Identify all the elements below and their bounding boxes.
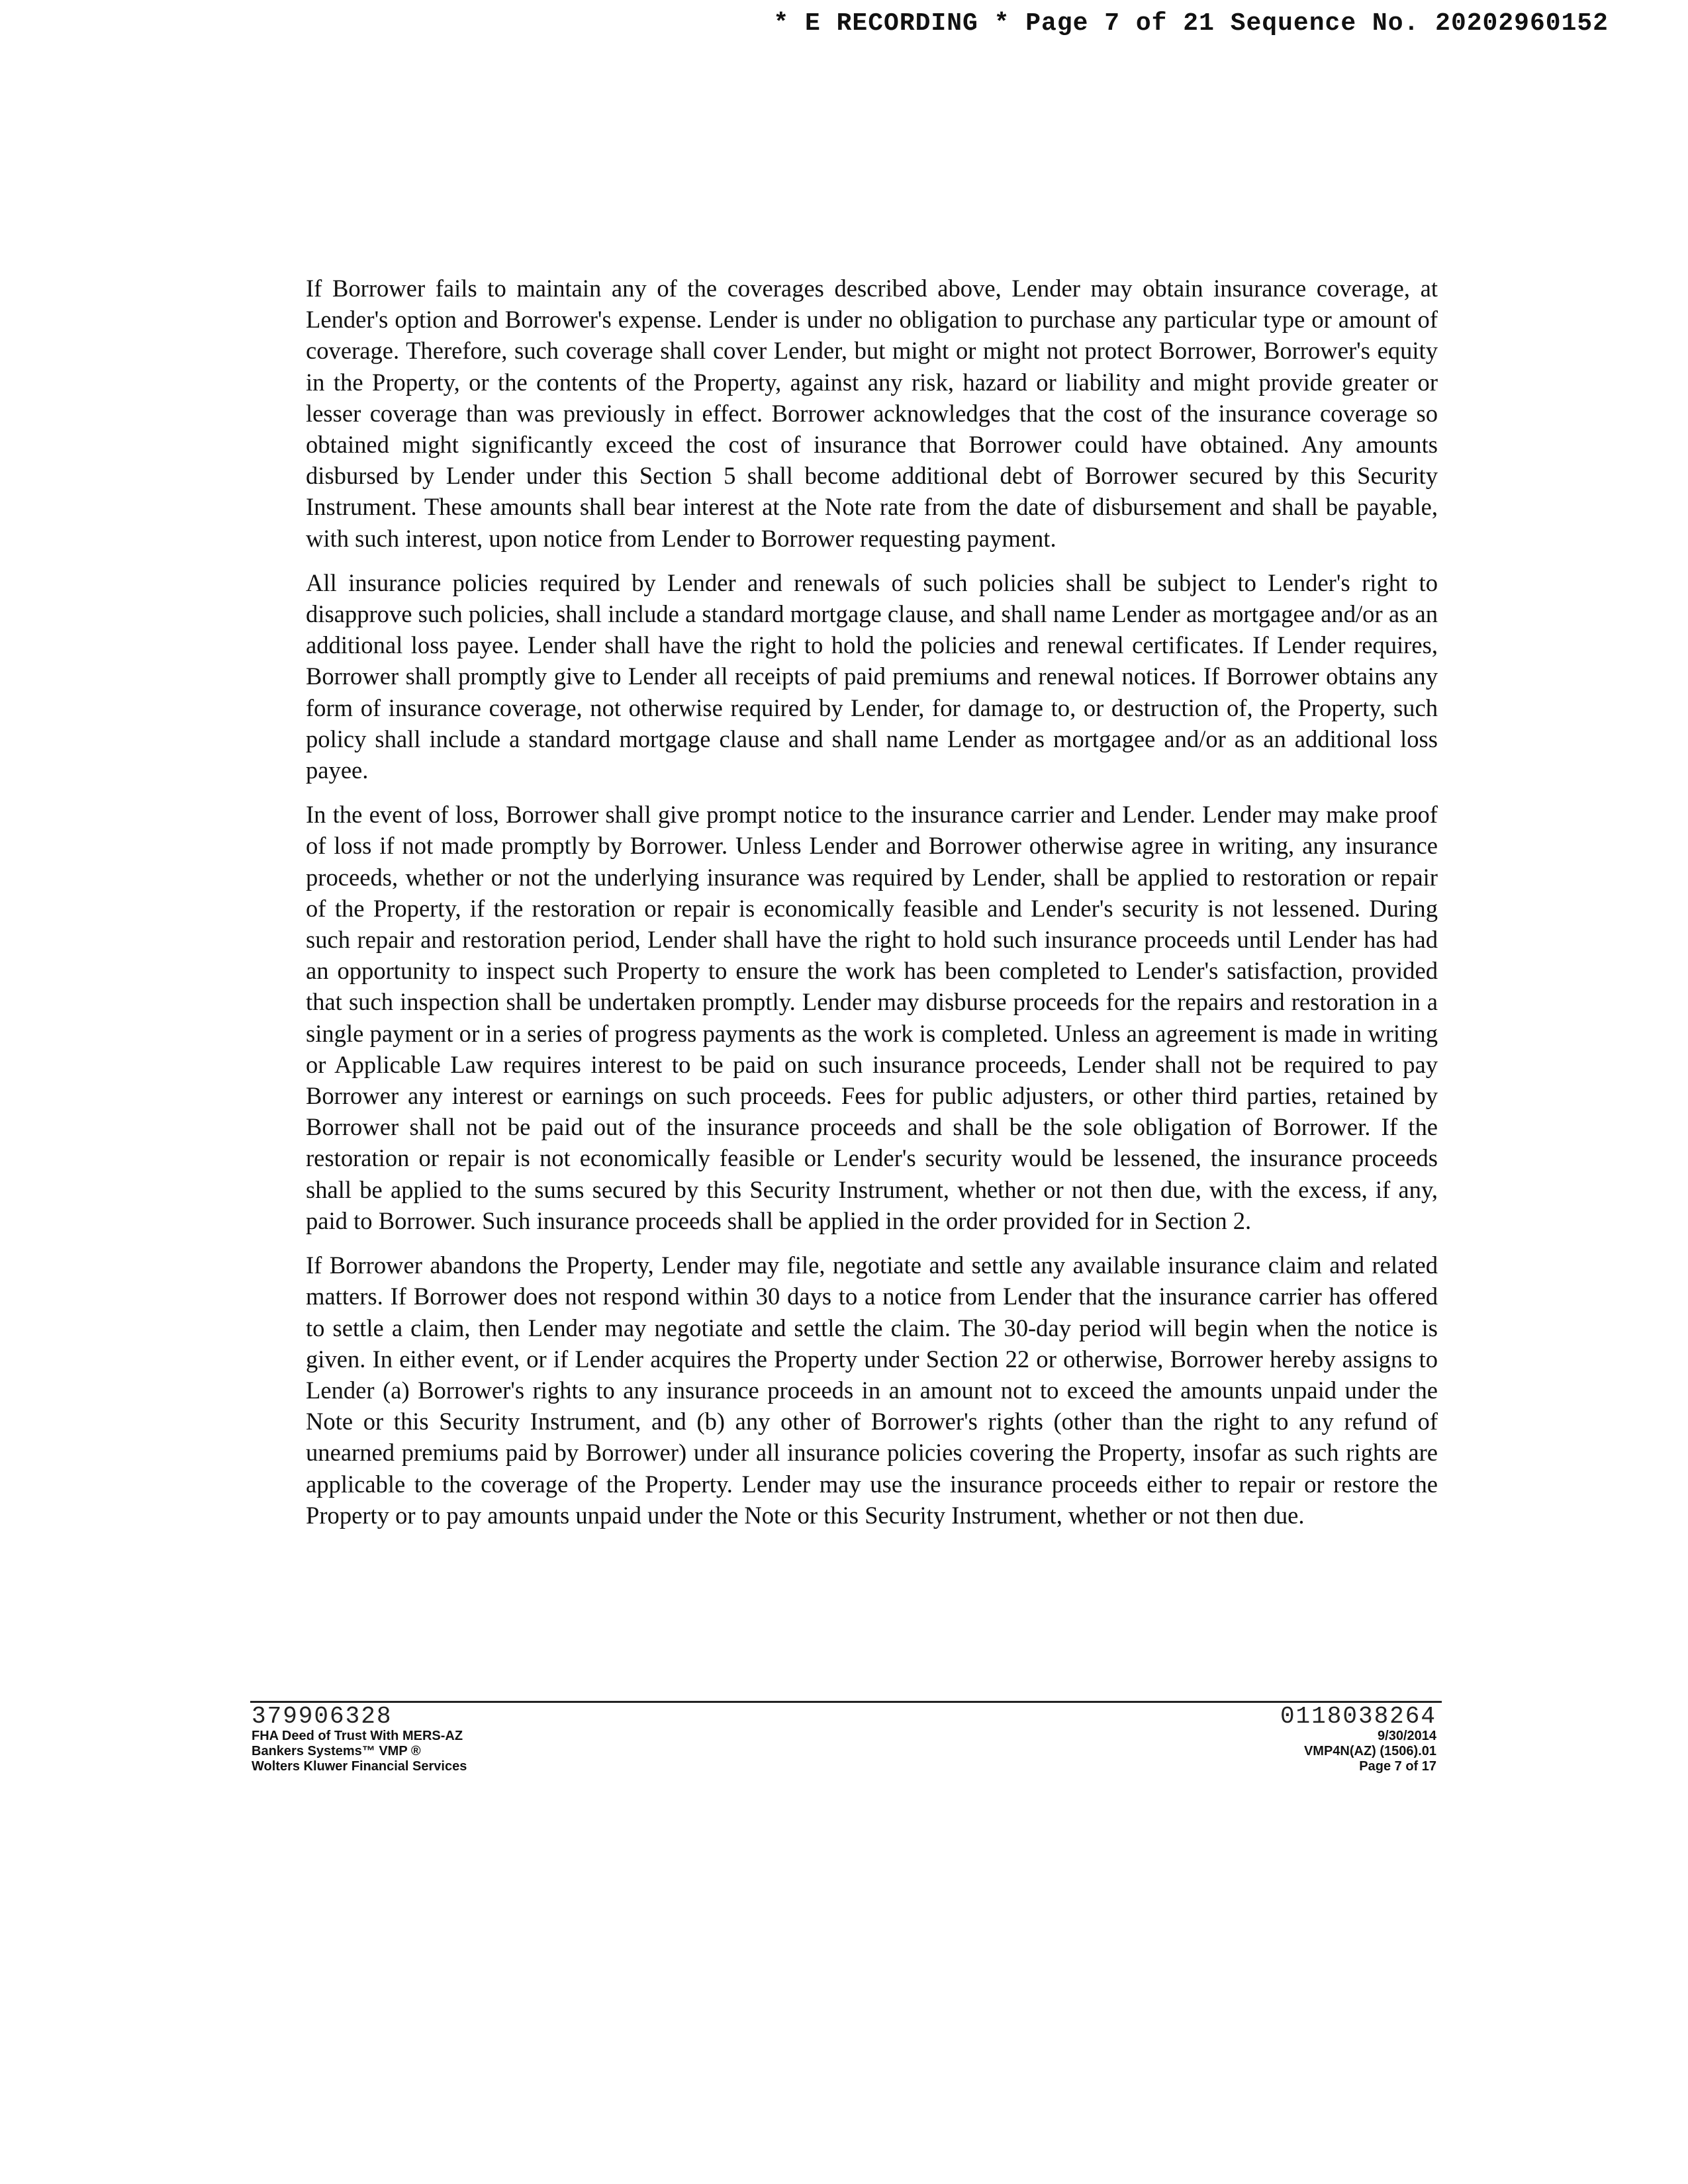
footer-page-number: Page 7 of 17 xyxy=(1359,1759,1436,1774)
footer-left-number: 379906328 xyxy=(252,1703,393,1730)
document-body xyxy=(306,273,1438,1544)
footer-form-name: FHA Deed of Trust With MERS-AZ xyxy=(252,1729,463,1743)
paragraph-event-of-loss: In the event of loss, Borrower shall give prompt notice to the insurance carrier and Lender. Lender may make proof of loss if not made promptly by Borrower. Unless Lender and Borrower otherwise agree in writing, any insurance proceeds, whether or not the underlying insurance was required by Lender, shall be applied to restoration or repair of the Property, if the restoration or repair is economically feasible and Lender's security is not lessened. During such repair and restoration period, Lender shall have the right to hold such insurance proceeds until Lender has had an opportunity to inspect such Property to ensure the work has been completed to Lender's satisfaction, provided that such inspection shall be undertaken promptly. Lender may disburse proceeds for the repairs and restoration in a single payment or in a series of progress payments as the work is completed. Unless an agreement is made in writing or Applicable Law requires interest to be paid on such insurance proceeds, Lender shall not be required to pay Borrower any interest or earnings on such proceeds. Fees for public adjusters, or other third parties, retained by Borrower shall not be paid out of the insurance proceeds and shall be the sole obligation of Borrower. If the restoration or repair is not economically feasible or Lender's security would be lessened, the insurance proceeds shall be applied to the sums secured by this Security Instrument, whether or not then due, with the excess, if any, paid to Borrower. Such insurance proceeds shall be applied in the order provided for in Section 2. xyxy=(306,801,1438,1234)
footer-right-block xyxy=(1280,1705,1436,1774)
footer-left-block xyxy=(252,1705,467,1774)
paragraph-coverage-failure: If Borrower fails to maintain any of the coverages described above, Lender may obtain insurance coverage, at Lender's option and Borrower's expense. Lender is under no obligation to purchase any particular type or amount of coverage. Therefore, such coverage shall cover Lender, but might or might not protect Borrower, Borrower's equity in the Property, or the contents of the Property, against any risk, hazard or liability and might provide greater or lesser coverage than was previously in effect. Borrower acknowledges that the cost of the insurance coverage so obtained might significantly exceed the cost of insurance that Borrower could have obtained. Any amounts disbursed by Lender under this Section 5 shall become additional debt of Borrower secured by this Security Instrument. These amounts shall bear interest at the Note rate from the date of disbursement and shall be payable, with such interest, upon notice from Lender to Borrower requesting payment. xyxy=(306,275,1438,552)
paragraph-insurance-policies: All insurance policies required by Lender and renewals of such policies shall be subject to Lender's right to disapprove such policies, shall include a standard mortgage clause, and shall name Lender as mortgagee and/or as an additional loss payee. Lender shall have the right to hold the policies and renewal certificates. If Lender requires, Borrower shall promptly give to Lender all receipts of paid premiums and renewal notices. If Borrower obtains any form of insurance coverage, not otherwise required by Lender, for damage to, or destruction of, the Property, such policy shall include a standard mortgage clause and shall name Lender as mortgagee and/or as an additional loss payee. xyxy=(306,569,1438,784)
footer-right-number: 0118038264 xyxy=(1280,1703,1436,1730)
footer-date: 9/30/2014 xyxy=(1378,1729,1436,1743)
footer-form-code: VMP4N(AZ) (1506).01 xyxy=(1303,1744,1436,1758)
recording-header: * E RECORDING * Page 7 of 21 Sequence No. 20202960152 xyxy=(773,9,1609,38)
footer-divider xyxy=(250,1701,1442,1703)
footer-bankers-systems: Bankers Systems™ VMP ® xyxy=(252,1744,421,1758)
paragraph-abandonment: If Borrower abandons the Property, Lender may file, negotiate and settle any available insurance claim and related matters. If Borrower does not respond within 30 days to a notice from Lender that the insurance carrier has offered to settle a claim, then Lender may negotiate and settle the claim. The 30-day period will begin when the notice is given. In either event, or if Lender acquires the Property under Section 22 or otherwise, Borrower hereby assigns to Lender (a) Borrower's rights to any insurance proceeds in an amount not to exceed the amounts unpaid under the Note or this Security Instrument, and (b) any other of Borrower's rights (other than the right to any refund of unearned premiums paid by Borrower) under all insurance policies covering the Property, insofar as such rights are applicable to the coverage of the Property. Lender may use the insurance proceeds either to repair or restore the Property or to pay amounts unpaid under the Note or this Security Instrument, whether or not then due. xyxy=(306,1251,1438,1529)
footer-company: Wolters Kluwer Financial Services xyxy=(252,1759,467,1774)
